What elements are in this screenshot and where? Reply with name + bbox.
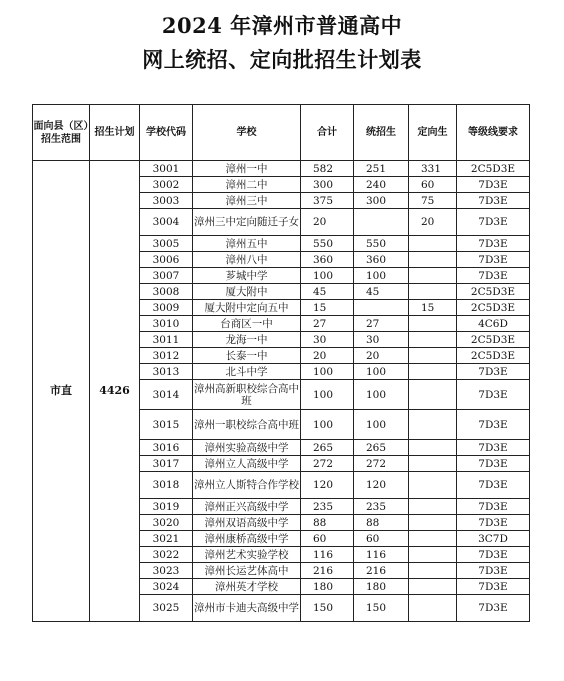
unified-cell: 100 [354,364,409,380]
school-name-cell: 长泰一中 [193,348,301,364]
total-cell: 360 [301,252,354,268]
school-code-cell: 3005 [140,236,193,252]
unified-cell: 300 [354,193,409,209]
school-name-cell: 厦大附中定向五中 [193,300,301,316]
table-row [33,161,530,177]
total-cell: 272 [301,456,354,472]
grade-requirement-cell: 2C5D3E [457,332,530,348]
header-grade: 等级线要求 [457,105,530,161]
unified-cell: 150 [354,595,409,622]
unified-cell: 216 [354,563,409,579]
school-name-cell: 漳州八中 [193,252,301,268]
unified-cell: 100 [354,380,409,410]
school-code-cell: 3008 [140,284,193,300]
school-code-cell: 3015 [140,410,193,440]
header-region: 面向县（区）招生范围 [33,105,90,161]
directed-cell [409,332,457,348]
directed-cell [409,380,457,410]
school-name-cell: 厦大附中 [193,284,301,300]
grade-requirement-cell: 7D3E [457,472,530,499]
total-cell: 60 [301,531,354,547]
school-name-cell: 漳州长运艺体高中 [193,563,301,579]
header-school-code: 学校代码 [140,105,193,161]
school-name-cell: 漳州立人高级中学 [193,456,301,472]
school-name-cell: 芗城中学 [193,268,301,284]
total-cell: 265 [301,440,354,456]
school-name-cell: 漳州一职校综合高中班 [193,410,301,440]
school-code-cell: 3007 [140,268,193,284]
school-code-cell: 3010 [140,316,193,332]
school-name-cell: 漳州一中 [193,161,301,177]
unified-cell: 45 [354,284,409,300]
school-name-cell: 北斗中学 [193,364,301,380]
grade-requirement-cell: 7D3E [457,268,530,284]
directed-cell: 60 [409,177,457,193]
school-name-cell: 漳州实验高级中学 [193,440,301,456]
unified-cell: 251 [354,161,409,177]
unified-cell: 100 [354,410,409,440]
directed-cell [409,364,457,380]
grade-requirement-cell: 7D3E [457,380,530,410]
total-cell: 45 [301,284,354,300]
total-cell: 300 [301,177,354,193]
total-cell: 15 [301,300,354,316]
school-code-cell: 3001 [140,161,193,177]
school-code-cell: 3018 [140,472,193,499]
unified-cell: 27 [354,316,409,332]
unified-cell: 20 [354,348,409,364]
region-cell: 市直 [33,161,90,622]
school-code-cell: 3025 [140,595,193,622]
total-cell: 116 [301,547,354,563]
school-code-cell: 3004 [140,209,193,236]
school-code-cell: 3023 [140,563,193,579]
school-name-cell: 龙海一中 [193,332,301,348]
table-body [33,161,530,622]
unified-cell: 120 [354,472,409,499]
school-code-cell: 3011 [140,332,193,348]
enrollment-plan-table [32,104,530,622]
school-name-cell: 漳州市卡迪夫高级中学 [193,595,301,622]
directed-cell [409,547,457,563]
total-cell: 27 [301,316,354,332]
school-name-cell: 漳州正兴高级中学 [193,499,301,515]
school-name-cell: 漳州立人斯特合作学校 [193,472,301,499]
total-cell: 100 [301,410,354,440]
unified-cell: 550 [354,236,409,252]
unified-cell: 116 [354,547,409,563]
total-cell: 100 [301,380,354,410]
plan-total-cell: 4426 [90,161,140,622]
grade-requirement-cell: 7D3E [457,547,530,563]
school-code-cell: 3024 [140,579,193,595]
grade-requirement-cell: 2C5D3E [457,161,530,177]
directed-cell [409,440,457,456]
total-cell: 100 [301,364,354,380]
school-code-cell: 3003 [140,193,193,209]
unified-cell: 265 [354,440,409,456]
school-name-cell: 漳州五中 [193,236,301,252]
school-code-cell: 3016 [140,440,193,456]
unified-cell: 235 [354,499,409,515]
directed-cell [409,472,457,499]
total-cell: 216 [301,563,354,579]
directed-cell: 75 [409,193,457,209]
directed-cell [409,410,457,440]
directed-cell: 20 [409,209,457,236]
directed-cell [409,499,457,515]
grade-requirement-cell: 7D3E [457,236,530,252]
header-total: 合计 [301,105,354,161]
grade-requirement-cell: 7D3E [457,595,530,622]
total-cell: 375 [301,193,354,209]
table-header-row [33,105,530,161]
school-name-cell: 漳州高新职校综合高中班 [193,380,301,410]
school-code-cell: 3012 [140,348,193,364]
unified-cell: 240 [354,177,409,193]
grade-requirement-cell: 7D3E [457,410,530,440]
directed-cell [409,316,457,332]
grade-requirement-cell: 7D3E [457,177,530,193]
total-cell: 88 [301,515,354,531]
unified-cell: 88 [354,515,409,531]
header-unified: 统招生 [354,105,409,161]
total-cell: 100 [301,268,354,284]
total-cell: 582 [301,161,354,177]
school-code-cell: 3006 [140,252,193,268]
grade-requirement-cell: 7D3E [457,579,530,595]
grade-requirement-cell: 7D3E [457,499,530,515]
unified-cell: 272 [354,456,409,472]
grade-requirement-cell: 7D3E [457,252,530,268]
school-code-cell: 3013 [140,364,193,380]
directed-cell [409,563,457,579]
unified-cell: 360 [354,252,409,268]
unified-cell: 30 [354,332,409,348]
directed-cell [409,515,457,531]
school-name-cell: 漳州三中定向随迁子女 [193,209,301,236]
total-cell: 20 [301,348,354,364]
school-name-cell: 漳州英才学校 [193,579,301,595]
header-school: 学校 [193,105,301,161]
directed-cell [409,531,457,547]
school-name-cell: 漳州二中 [193,177,301,193]
school-name-cell: 台商区一中 [193,316,301,332]
school-code-cell: 3020 [140,515,193,531]
total-cell: 235 [301,499,354,515]
header-plan: 招生计划 [90,105,140,161]
grade-requirement-cell: 4C6D [457,316,530,332]
unified-cell [354,209,409,236]
directed-cell [409,284,457,300]
directed-cell [409,456,457,472]
school-code-cell: 3002 [140,177,193,193]
directed-cell [409,348,457,364]
grade-requirement-cell: 7D3E [457,440,530,456]
school-name-cell: 漳州双语高级中学 [193,515,301,531]
school-name-cell: 漳州三中 [193,193,301,209]
directed-cell [409,595,457,622]
school-code-cell: 3014 [140,380,193,410]
page-subtitle: 网上统招、定向批招生计划表 [142,47,422,72]
grade-requirement-cell: 3C7D [457,531,530,547]
total-cell: 150 [301,595,354,622]
grade-requirement-cell: 7D3E [457,563,530,579]
total-cell: 180 [301,579,354,595]
directed-cell [409,252,457,268]
school-code-cell: 3019 [140,499,193,515]
school-name-cell: 漳州康桥高级中学 [193,531,301,547]
grade-requirement-cell: 7D3E [457,515,530,531]
grade-requirement-cell: 7D3E [457,193,530,209]
school-code-cell: 3021 [140,531,193,547]
unified-cell: 100 [354,268,409,284]
total-cell: 20 [301,209,354,236]
directed-cell: 15 [409,300,457,316]
directed-cell [409,268,457,284]
grade-requirement-cell: 2C5D3E [457,348,530,364]
school-code-cell: 3017 [140,456,193,472]
school-name-cell: 漳州艺术实验学校 [193,547,301,563]
grade-requirement-cell: 7D3E [457,209,530,236]
school-code-cell: 3009 [140,300,193,316]
unified-cell: 60 [354,531,409,547]
header-directed: 定向生 [409,105,457,161]
grade-requirement-cell: 7D3E [457,456,530,472]
total-cell: 550 [301,236,354,252]
grade-requirement-cell: 2C5D3E [457,300,530,316]
grade-requirement-cell: 2C5D3E [457,284,530,300]
directed-cell [409,236,457,252]
school-code-cell: 3022 [140,547,193,563]
total-cell: 120 [301,472,354,499]
directed-cell: 331 [409,161,457,177]
page-title: 2024 年漳州市普通高中 [161,13,403,38]
total-cell: 30 [301,332,354,348]
grade-requirement-cell: 7D3E [457,364,530,380]
unified-cell [354,300,409,316]
unified-cell: 180 [354,579,409,595]
directed-cell [409,579,457,595]
